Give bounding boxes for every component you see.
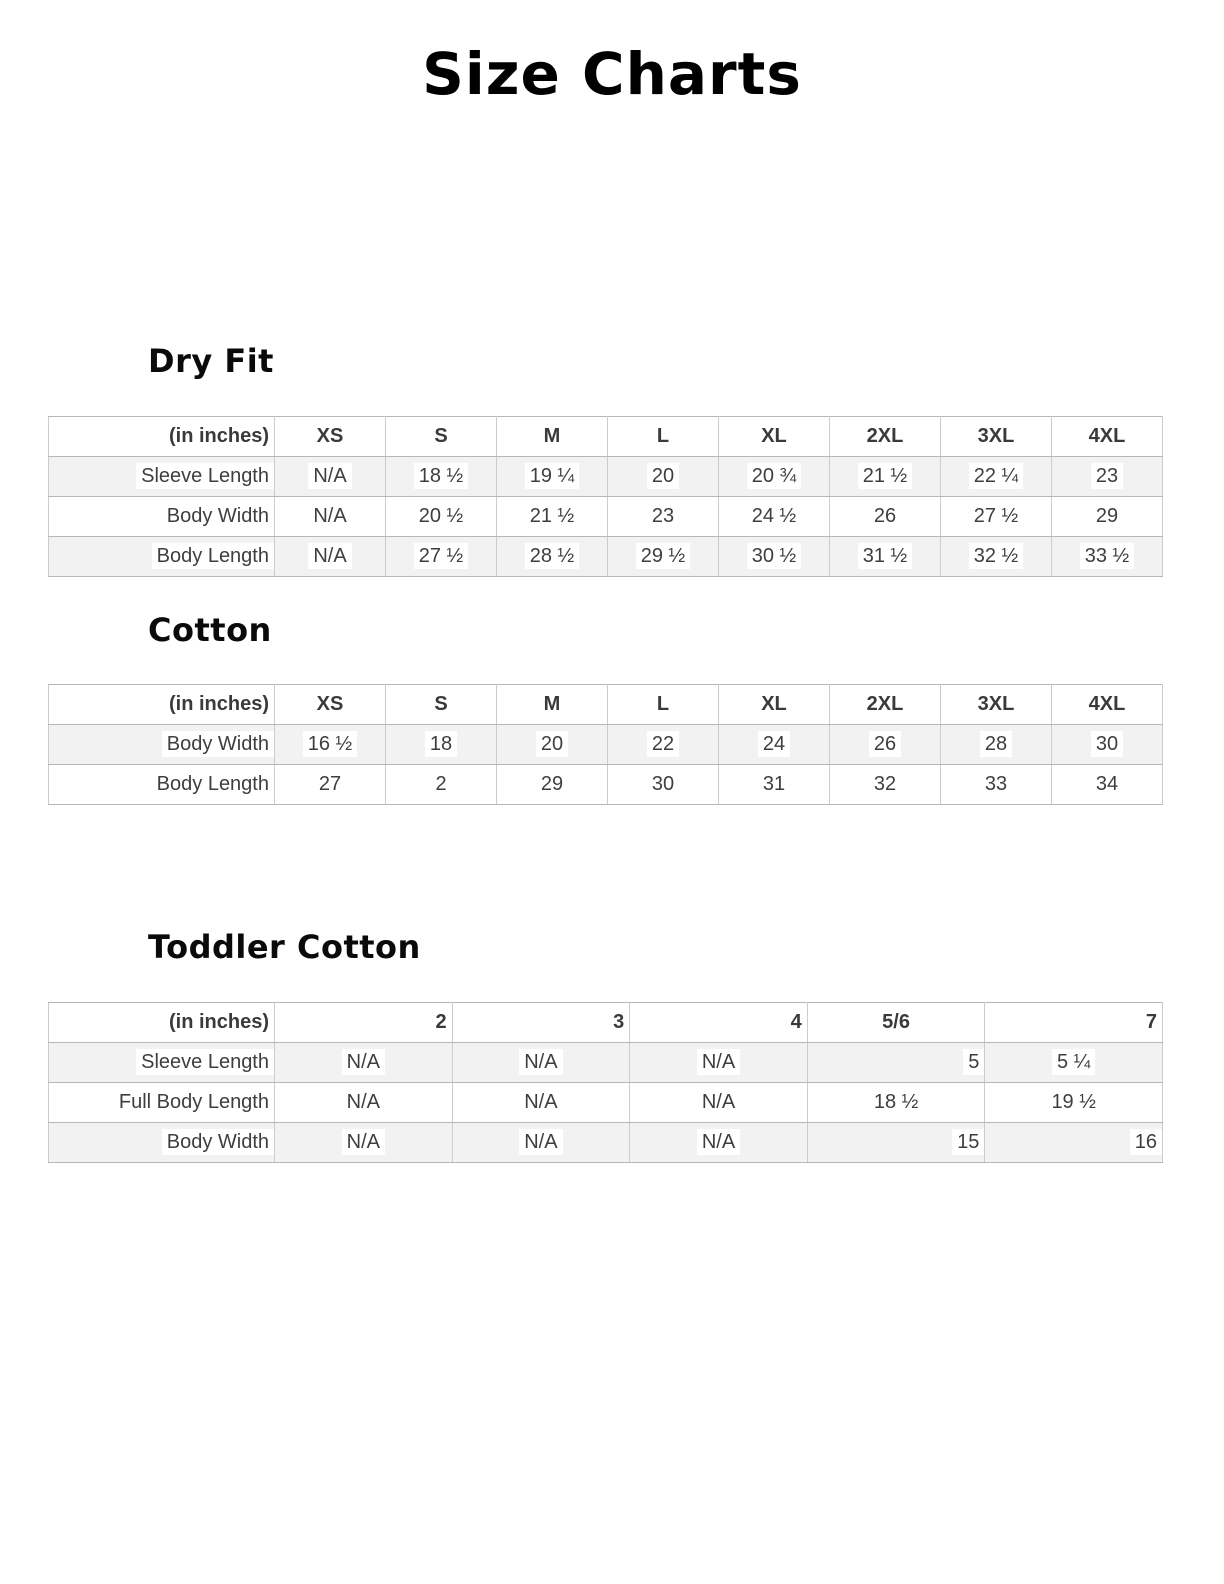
value-cell-text: 23 xyxy=(1091,463,1123,489)
row-label-cell-text: Body Length xyxy=(152,543,274,569)
value-cell xyxy=(452,1083,630,1123)
value-cell-text: 18 ½ xyxy=(414,463,468,489)
size-header-cell-text: 2 xyxy=(430,1009,451,1035)
units-header-cell xyxy=(49,1003,275,1043)
value-cell xyxy=(941,536,1052,576)
value-cell-text: N/A xyxy=(342,1049,385,1075)
value-cell xyxy=(1052,536,1163,576)
value-cell xyxy=(275,456,386,496)
value-cell-text: N/A xyxy=(308,543,351,569)
value-cell xyxy=(719,536,830,576)
value-cell xyxy=(830,725,941,765)
value-cell-text: N/A xyxy=(308,503,351,529)
value-cell xyxy=(275,1123,453,1163)
size-header-cell xyxy=(275,416,386,456)
value-cell-text: 34 xyxy=(1091,771,1123,797)
value-cell xyxy=(1052,725,1163,765)
value-cell xyxy=(830,536,941,576)
value-cell xyxy=(1052,496,1163,536)
value-cell-text: 16 ½ xyxy=(303,731,357,757)
row-label-cell xyxy=(49,536,275,576)
value-cell xyxy=(386,765,497,805)
row-label-cell-text: Sleeve Length xyxy=(136,1049,274,1075)
size-header-cell-text: L xyxy=(652,691,674,717)
value-cell xyxy=(386,725,497,765)
value-cell-text: N/A xyxy=(519,1049,562,1075)
value-cell xyxy=(386,456,497,496)
value-cell-text: 26 xyxy=(869,731,901,757)
value-cell-text: 30 xyxy=(1091,731,1123,757)
size-header-cell xyxy=(1052,416,1163,456)
size-header-cell xyxy=(275,685,386,725)
value-cell-text: 29 ½ xyxy=(636,543,690,569)
value-cell-text: 5 xyxy=(963,1049,984,1075)
value-cell xyxy=(807,1123,985,1163)
table-row xyxy=(49,1043,1163,1083)
table-row xyxy=(49,536,1163,576)
value-cell-text: 33 xyxy=(980,771,1012,797)
row-label-cell-text: Body Width xyxy=(162,503,274,529)
value-cell-text: N/A xyxy=(342,1089,385,1115)
value-cell-text: N/A xyxy=(697,1089,740,1115)
value-cell-text: 31 ½ xyxy=(858,543,912,569)
units-header-cell-text: (in inches) xyxy=(164,423,274,449)
value-cell-text: 32 xyxy=(869,771,901,797)
value-cell xyxy=(275,725,386,765)
table-row xyxy=(49,456,1163,496)
row-label-cell-text: Body Length xyxy=(152,771,274,797)
size-header-cell xyxy=(830,685,941,725)
value-cell-text: 5 ¼ xyxy=(1052,1049,1095,1075)
row-label-cell xyxy=(49,456,275,496)
value-cell-text: 23 xyxy=(647,503,679,529)
units-header-cell-text: (in inches) xyxy=(164,1009,274,1035)
value-cell-text: 21 ½ xyxy=(525,503,579,529)
size-header-cell-text: 2XL xyxy=(862,423,909,449)
section-heading-toddler-cotton: Toddler Cotton xyxy=(148,928,421,967)
size-header-cell-text: M xyxy=(539,423,566,449)
value-cell-text: 18 xyxy=(425,731,457,757)
value-cell xyxy=(275,496,386,536)
value-cell-text: 31 xyxy=(758,771,790,797)
value-cell-text: 27 ½ xyxy=(969,503,1023,529)
size-header-cell xyxy=(386,685,497,725)
value-cell-text: 24 xyxy=(758,731,790,757)
size-header-cell xyxy=(386,416,497,456)
row-label-cell xyxy=(49,765,275,805)
value-cell xyxy=(807,1083,985,1123)
row-label-cell xyxy=(49,725,275,765)
value-cell xyxy=(452,1043,630,1083)
size-header-cell xyxy=(497,685,608,725)
header-row xyxy=(49,685,1163,725)
value-cell xyxy=(386,536,497,576)
value-cell-text: 28 ½ xyxy=(525,543,579,569)
size-header-cell xyxy=(608,416,719,456)
row-label-cell-text: Full Body Length xyxy=(114,1089,274,1115)
value-cell-text: 20 ½ xyxy=(414,503,468,529)
value-cell xyxy=(941,496,1052,536)
value-cell xyxy=(719,725,830,765)
size-header-cell-text: XS xyxy=(312,691,349,717)
value-cell-text: 32 ½ xyxy=(969,543,1023,569)
size-header-cell xyxy=(608,685,719,725)
value-cell-text: 15 xyxy=(952,1129,984,1155)
value-cell xyxy=(985,1043,1163,1083)
size-table-cotton xyxy=(48,684,1163,805)
size-header-cell-text: 2XL xyxy=(862,691,909,717)
value-cell xyxy=(630,1043,808,1083)
row-label-cell xyxy=(49,496,275,536)
size-header-cell-text: 4XL xyxy=(1084,691,1131,717)
size-header-cell-text: 3XL xyxy=(973,691,1020,717)
value-cell xyxy=(941,456,1052,496)
value-cell-text: 20 xyxy=(536,731,568,757)
value-cell xyxy=(608,765,719,805)
section-heading-dry-fit: Dry Fit xyxy=(148,341,274,380)
size-header-cell xyxy=(275,1003,453,1043)
value-cell-text: 18 ½ xyxy=(869,1089,923,1115)
value-cell-text: 29 xyxy=(1091,503,1123,529)
size-header-cell xyxy=(630,1003,808,1043)
value-cell xyxy=(497,456,608,496)
value-cell xyxy=(1052,456,1163,496)
value-cell-text: 29 xyxy=(536,771,568,797)
value-cell-text: N/A xyxy=(697,1129,740,1155)
table-row xyxy=(49,496,1163,536)
value-cell-text: 28 xyxy=(980,731,1012,757)
value-cell-text: N/A xyxy=(342,1129,385,1155)
value-cell xyxy=(386,496,497,536)
value-cell xyxy=(497,765,608,805)
table-row xyxy=(49,1083,1163,1123)
value-cell xyxy=(941,765,1052,805)
value-cell xyxy=(630,1123,808,1163)
size-table-toddler-cotton xyxy=(48,1002,1163,1163)
size-header-cell-text: 3 xyxy=(608,1009,629,1035)
section-toddler-cotton xyxy=(0,929,1224,1163)
value-cell xyxy=(830,496,941,536)
units-header-cell xyxy=(49,416,275,456)
value-cell xyxy=(830,765,941,805)
value-cell xyxy=(830,456,941,496)
table-row xyxy=(49,765,1163,805)
units-header-cell xyxy=(49,685,275,725)
size-header-cell xyxy=(1052,685,1163,725)
size-header-cell xyxy=(719,685,830,725)
value-cell-text: 20 ¾ xyxy=(747,463,801,489)
header-row xyxy=(49,1003,1163,1043)
size-header-cell-text: 4XL xyxy=(1084,423,1131,449)
size-header-cell xyxy=(941,685,1052,725)
size-header-cell-text: S xyxy=(429,691,452,717)
value-cell xyxy=(497,725,608,765)
value-cell xyxy=(497,496,608,536)
size-header-cell xyxy=(807,1003,985,1043)
value-cell-text: N/A xyxy=(697,1049,740,1075)
value-cell xyxy=(719,496,830,536)
value-cell xyxy=(719,456,830,496)
value-cell-text: 30 xyxy=(647,771,679,797)
value-cell xyxy=(275,765,386,805)
value-cell-text: 33 ½ xyxy=(1080,543,1134,569)
size-header-cell-text: XL xyxy=(756,691,792,717)
value-cell-text: 16 xyxy=(1130,1129,1162,1155)
header-row xyxy=(49,416,1163,456)
value-cell xyxy=(275,1043,453,1083)
value-cell xyxy=(985,1083,1163,1123)
section-dry-fit xyxy=(0,343,1224,577)
value-cell-text: N/A xyxy=(308,463,351,489)
size-header-cell xyxy=(497,416,608,456)
value-cell-text: 19 ¼ xyxy=(525,463,579,489)
value-cell xyxy=(452,1123,630,1163)
size-header-cell xyxy=(452,1003,630,1043)
size-header-cell-text: M xyxy=(539,691,566,717)
value-cell xyxy=(630,1083,808,1123)
size-header-cell-text: L xyxy=(652,423,674,449)
size-header-cell xyxy=(719,416,830,456)
value-cell xyxy=(608,725,719,765)
row-label-cell xyxy=(49,1043,275,1083)
value-cell xyxy=(807,1043,985,1083)
row-label-cell xyxy=(49,1123,275,1163)
value-cell-text: 20 xyxy=(647,463,679,489)
value-cell-text: 22 xyxy=(647,731,679,757)
value-cell-text: 22 ¼ xyxy=(969,463,1023,489)
size-header-cell-text: 4 xyxy=(786,1009,807,1035)
value-cell-text: 26 xyxy=(869,503,901,529)
row-label-cell-text: Body Width xyxy=(162,731,274,757)
value-cell xyxy=(719,765,830,805)
value-cell xyxy=(608,536,719,576)
value-cell-text: 27 xyxy=(314,771,346,797)
table-row xyxy=(49,725,1163,765)
size-header-cell-text: S xyxy=(429,423,452,449)
value-cell xyxy=(941,725,1052,765)
value-cell-text: 19 ½ xyxy=(1046,1089,1100,1115)
value-cell-text: N/A xyxy=(519,1129,562,1155)
size-header-cell xyxy=(941,416,1052,456)
row-label-cell xyxy=(49,1083,275,1123)
page-title: Size Charts xyxy=(422,40,802,108)
units-header-cell-text: (in inches) xyxy=(164,691,274,717)
table-row xyxy=(49,1123,1163,1163)
size-header-cell-text: XS xyxy=(312,423,349,449)
value-cell xyxy=(608,496,719,536)
size-header-cell xyxy=(985,1003,1163,1043)
size-header-cell-text: 3XL xyxy=(973,423,1020,449)
value-cell xyxy=(275,536,386,576)
size-header-cell xyxy=(830,416,941,456)
value-cell-text: 21 ½ xyxy=(858,463,912,489)
section-heading-cotton: Cotton xyxy=(148,610,272,649)
value-cell-text: 24 ½ xyxy=(747,503,801,529)
size-header-cell-text: 7 xyxy=(1141,1009,1162,1035)
size-table-dry-fit xyxy=(48,416,1163,577)
row-label-cell-text: Sleeve Length xyxy=(136,463,274,489)
size-header-cell-text: XL xyxy=(756,423,792,449)
value-cell xyxy=(275,1083,453,1123)
value-cell-text: 2 xyxy=(430,771,451,797)
value-cell-text: 30 ½ xyxy=(747,543,801,569)
value-cell xyxy=(1052,765,1163,805)
value-cell xyxy=(608,456,719,496)
value-cell xyxy=(497,536,608,576)
value-cell xyxy=(985,1123,1163,1163)
size-header-cell-text: 5/6 xyxy=(877,1009,915,1035)
row-label-cell-text: Body Width xyxy=(162,1129,274,1155)
value-cell-text: N/A xyxy=(519,1089,562,1115)
value-cell-text: 27 ½ xyxy=(414,543,468,569)
section-cotton xyxy=(0,612,1224,806)
